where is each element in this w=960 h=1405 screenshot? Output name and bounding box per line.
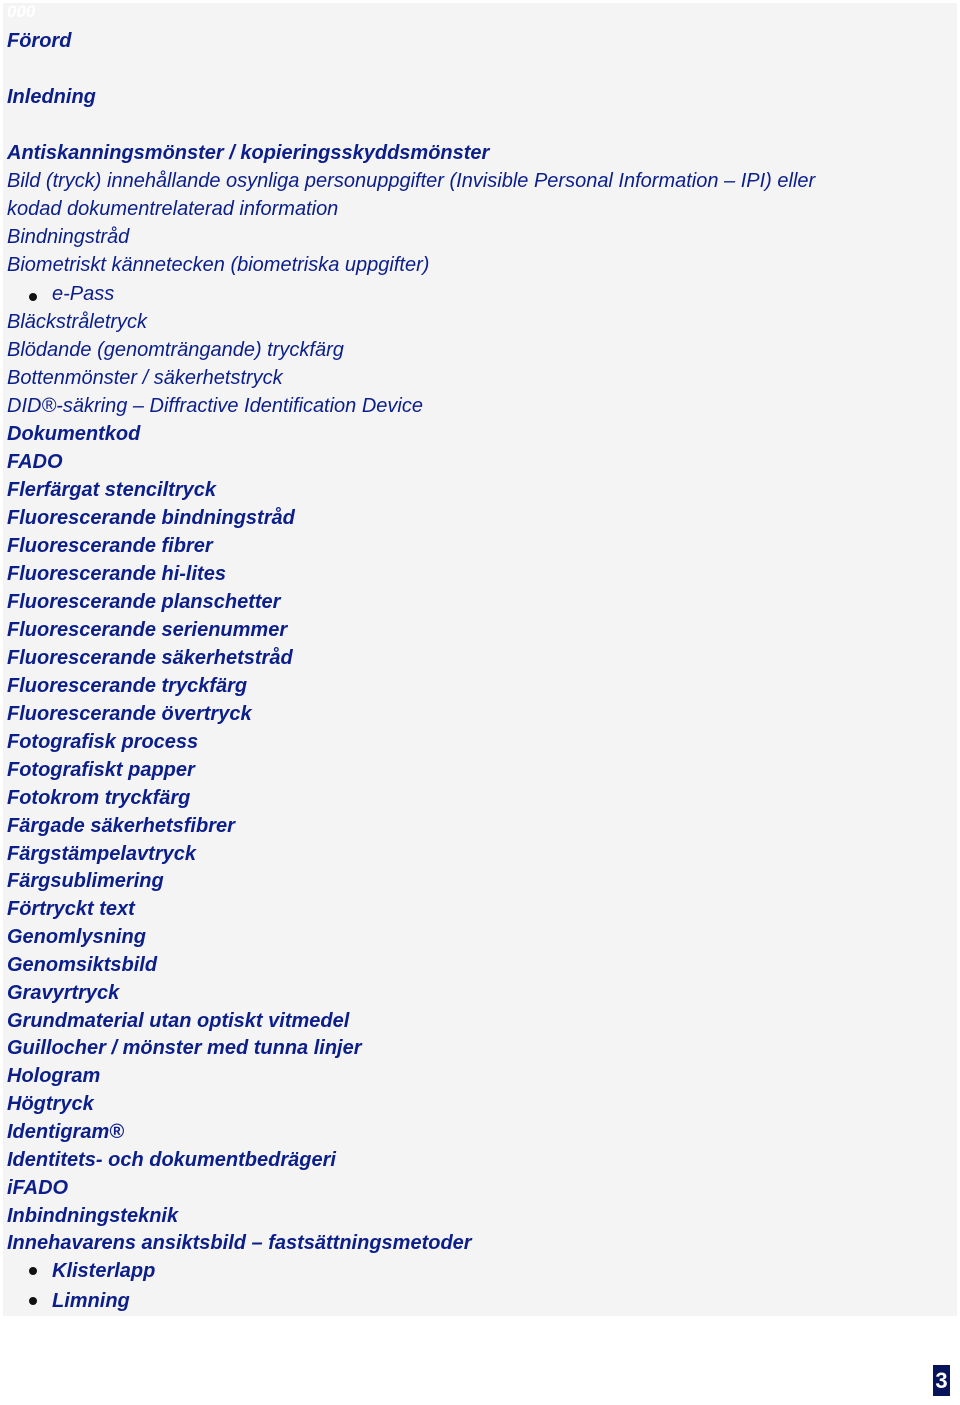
toc-link[interactable]: Antiskanningsmönster / kopieringsskyddsmönster: [7, 142, 490, 164]
toc-link[interactable]: Fluorescerande hi-lites: [7, 563, 226, 585]
toc-link[interactable]: Fluorescerande övertryck: [7, 703, 252, 725]
toc-link[interactable]: Biometriskt kännetecken (biometriska uppgifter): [7, 254, 430, 276]
toc-link[interactable]: Fluorescerande planschetter: [7, 591, 281, 613]
toc-link[interactable]: e-Pass: [52, 283, 115, 305]
toc-link[interactable]: Fluorescerande tryckfärg: [7, 675, 248, 697]
bullet-icon: [29, 1297, 37, 1305]
toc-link[interactable]: Limning: [52, 1290, 130, 1312]
toc-link[interactable]: Förtryckt text: [7, 898, 135, 920]
toc-link[interactable]: Färgsublimering: [7, 870, 164, 892]
toc-link[interactable]: Genomlysning: [7, 926, 146, 948]
toc-link[interactable]: Flerfärgat stenciltryck: [7, 479, 216, 501]
toc-link[interactable]: Fluorescerande serienummer: [7, 619, 288, 641]
header-label: 000: [7, 2, 36, 21]
toc-link[interactable]: Genomsiktsbild: [7, 954, 158, 976]
toc-link[interactable]: Fotokrom tryckfärg: [7, 787, 191, 809]
toc-link[interactable]: Guillocher / mönster med tunna linjer: [7, 1037, 362, 1059]
toc-link[interactable]: Bild (tryck) innehållande osynliga personuppgifter (Invisible Personal Information – IPI) eller: [7, 170, 816, 192]
toc-link[interactable]: DID®-säkring – Diffractive Identification Device: [7, 395, 423, 417]
toc-link[interactable]: Grundmaterial utan optiskt vitmedel: [7, 1010, 350, 1032]
toc-link[interactable]: Identitets- och dokumentbedrägeri: [7, 1149, 336, 1171]
toc-link[interactable]: Bindningstråd: [7, 226, 130, 248]
toc-link[interactable]: Identigram®: [7, 1121, 124, 1143]
bullet-icon: [29, 293, 37, 301]
toc-link[interactable]: Fluorescerande fibrer: [7, 535, 213, 557]
toc-link[interactable]: Hologram: [7, 1065, 101, 1087]
page-number: 3: [935, 1368, 948, 1393]
toc-link[interactable]: iFADO: [7, 1177, 69, 1199]
toc-link[interactable]: Bläckstråletryck: [7, 311, 148, 333]
toc-link[interactable]: Fluorescerande säkerhetstråd: [7, 647, 293, 669]
toc-link[interactable]: Klisterlapp: [52, 1260, 156, 1282]
toc-link[interactable]: Fotografisk process: [7, 731, 199, 753]
toc-link[interactable]: Innehavarens ansiktsbild – fastsättningsmetoder: [7, 1232, 472, 1254]
toc-link-forord[interactable]: Förord: [7, 30, 72, 52]
toc-link[interactable]: Gravyrtryck: [7, 982, 120, 1004]
toc-link[interactable]: Fluorescerande bindningstråd: [7, 507, 295, 529]
toc-link-inledning[interactable]: Inledning: [7, 86, 96, 108]
toc-link[interactable]: FADO: [7, 451, 63, 473]
toc-link[interactable]: Färgstämpelavtryck: [7, 843, 196, 865]
toc-link[interactable]: Dokumentkod: [7, 423, 141, 445]
bullet-icon: [29, 1267, 37, 1275]
toc-link[interactable]: Högtryck: [7, 1093, 94, 1115]
toc-link[interactable]: Inbindningsteknik: [7, 1205, 179, 1227]
toc-link[interactable]: Blödande (genomträngande) tryckfärg: [7, 339, 344, 361]
toc-link[interactable]: Fotografiskt papper: [7, 759, 195, 781]
toc-link[interactable]: Bottenmönster / säkerhetstryck: [7, 367, 283, 389]
toc-link[interactable]: Färgade säkerhetsfibrer: [7, 815, 235, 837]
toc-link[interactable]: kodad dokumentrelaterad information: [7, 198, 339, 220]
